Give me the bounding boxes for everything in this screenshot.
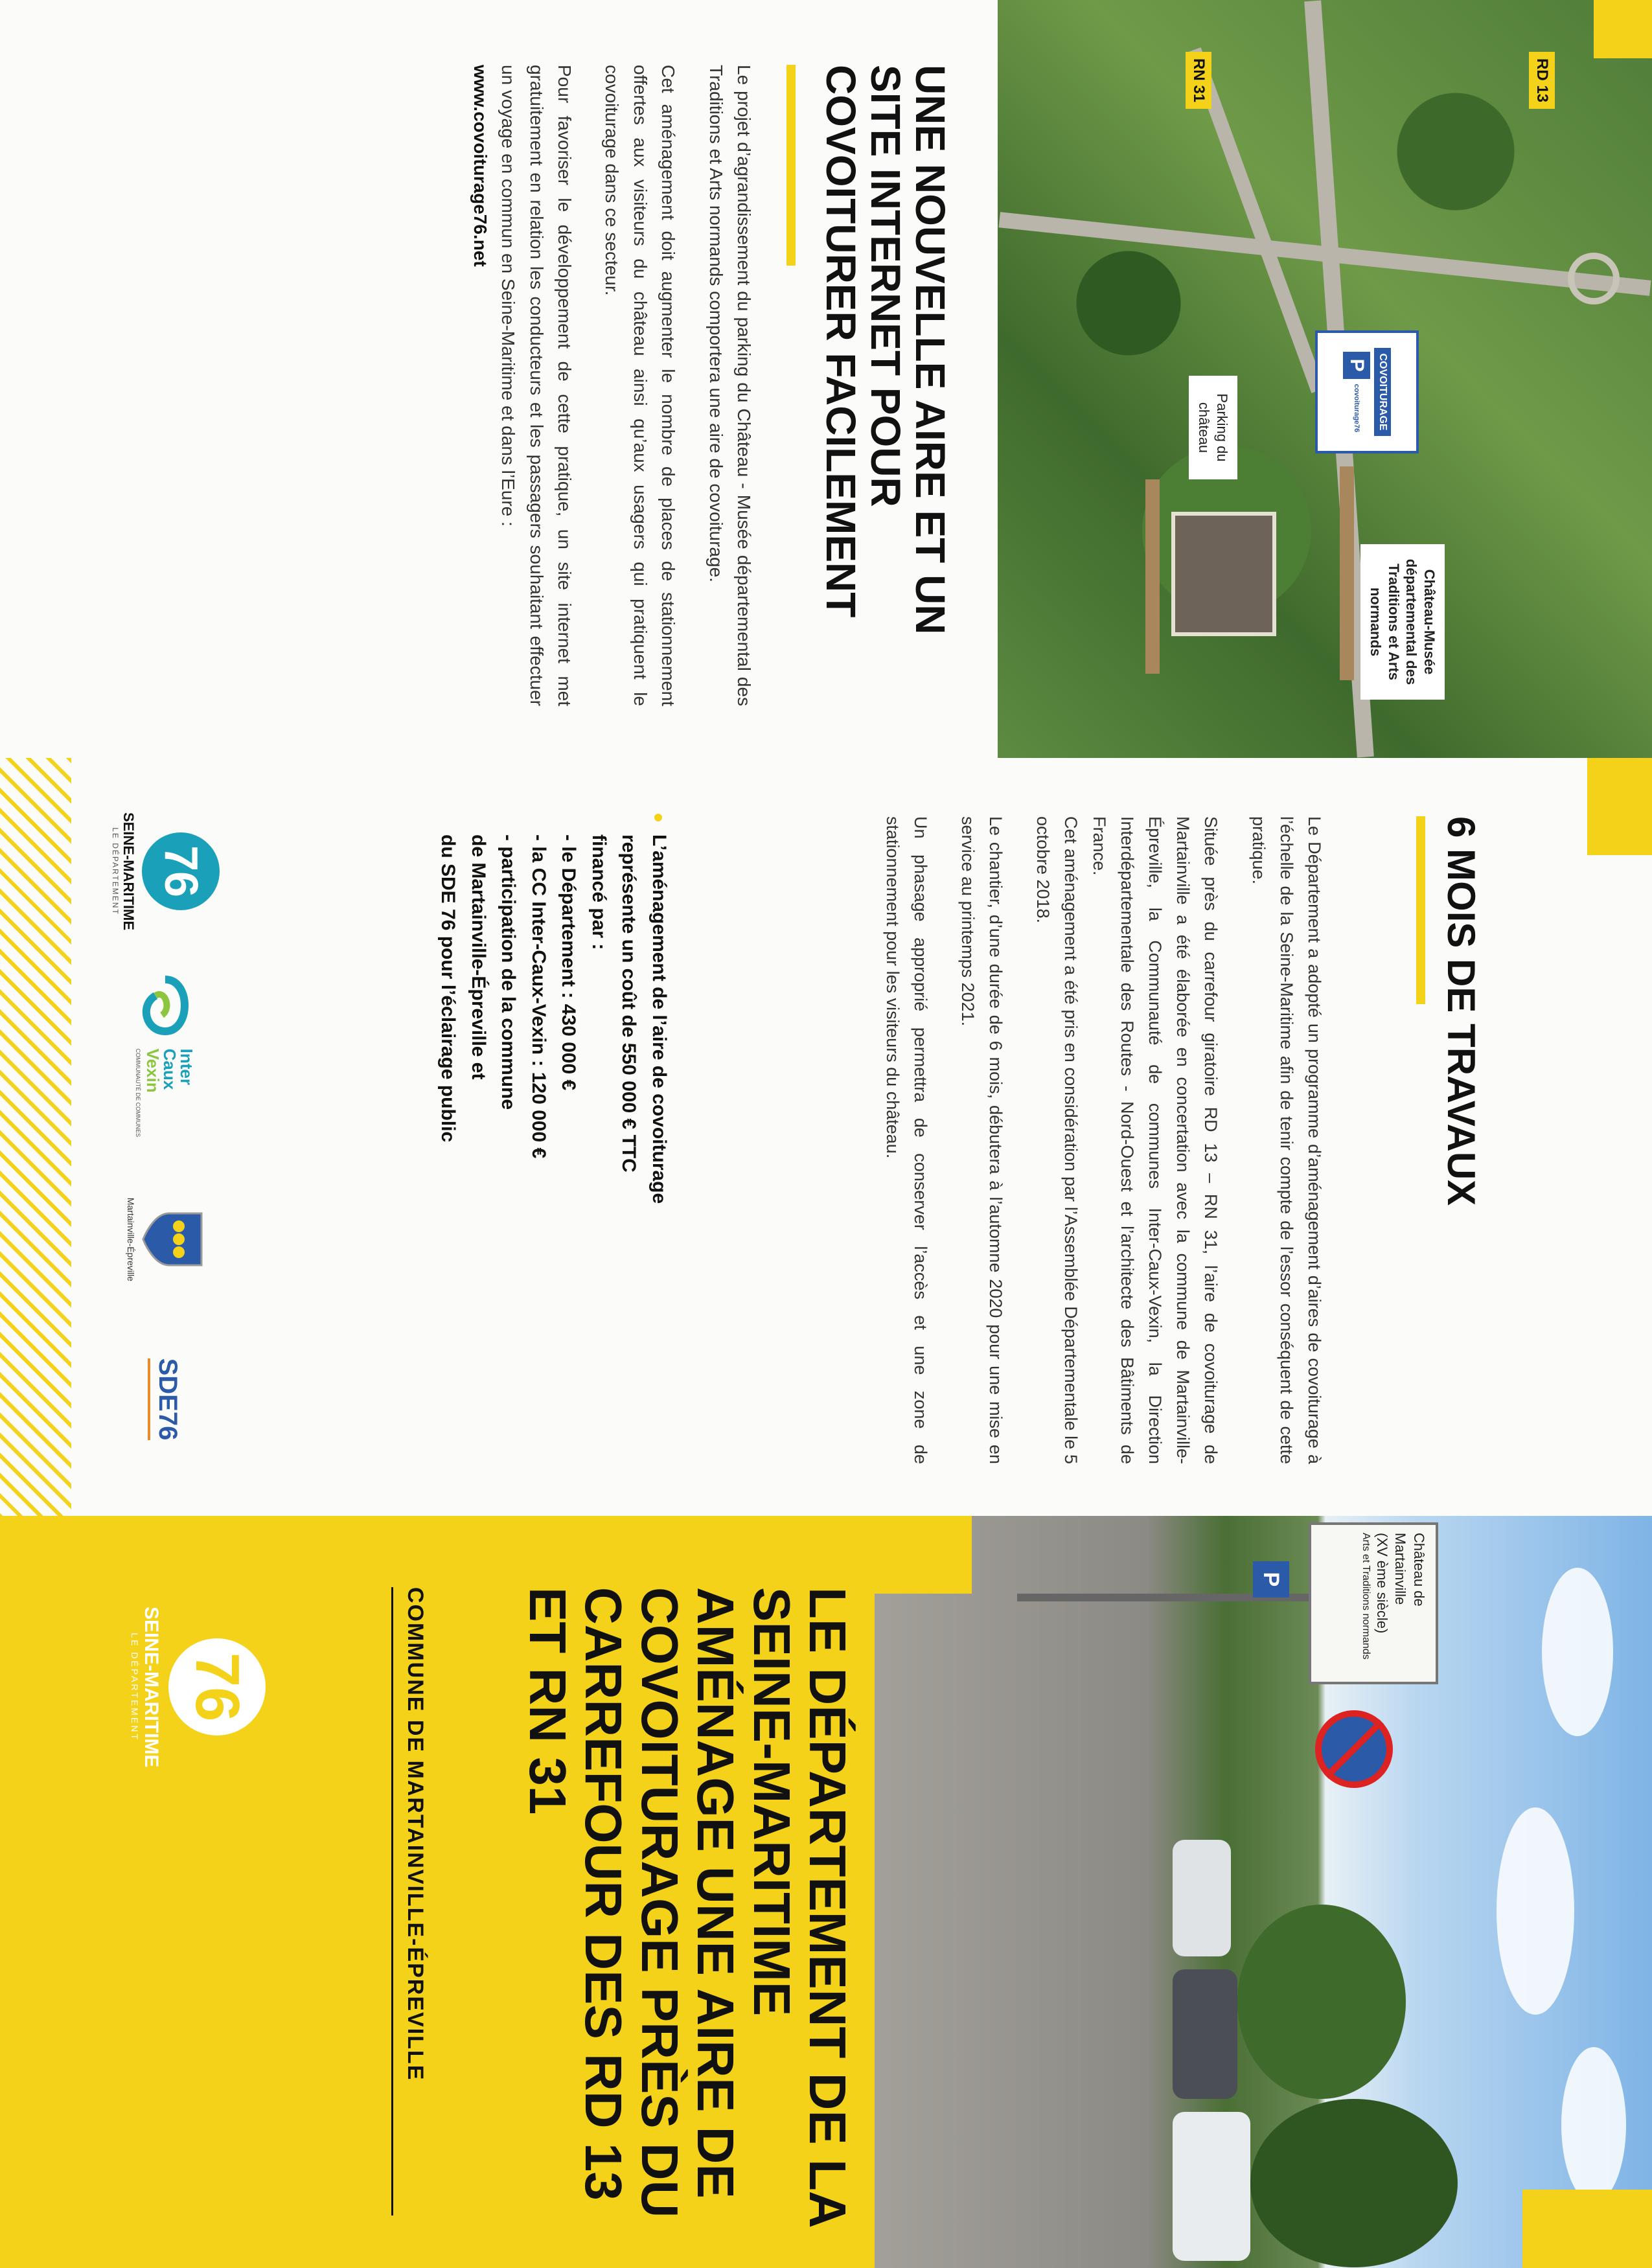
chateau-building — [1171, 512, 1276, 636]
logo-inter-caux-vexin — [130, 970, 201, 1138]
paragraph: Un phasage approprié permettra de conserver l’accès et une zone de stationnement pour les visiteurs du château. — [882, 816, 930, 1464]
paragraph: Pour favoriser le développement de cette pratique, un site internet met gratuitement en relation les conducteurs et les passagers souhaitant effectuer un voyage en commun en Seine-Maritime et dans l’Eure : — [498, 65, 575, 706]
panel-a-body — [466, 65, 758, 706]
commune-shield-icon — [140, 1210, 205, 1268]
logo-seine-maritime-cover — [130, 1607, 266, 1767]
dept-76-icon: 76 — [168, 1638, 266, 1735]
hero-parking-photo — [875, 1516, 1652, 2268]
funding-line: - la CC Inter-Caux-Vexin : 120 000 € — [528, 834, 549, 1159]
paragraph: Le Département a adopté un programme d’aménagement d’aires de covoiturage à l’échelle de la Seine-Maritime afin de tenir compte de l’essor conséquent de cette pratique. — [1248, 816, 1324, 1464]
panel-cover — [0, 1516, 1652, 2268]
sign-title: COVOITURAGE — [1374, 348, 1391, 435]
tree — [1237, 1905, 1406, 2099]
funding-line: financé par : — [588, 834, 610, 950]
funding-line: du SDE 76 pour l’éclairage public — [437, 834, 459, 1143]
road-tag-rn31: RN 31 — [1186, 52, 1211, 109]
heading-underline — [1416, 816, 1425, 1004]
funding-line: - participation de la commune — [498, 834, 520, 1110]
dept-sub: LE DÉPARTEMENT — [111, 827, 120, 915]
icv-caux: Caux — [160, 1048, 180, 1090]
covoiturage-sign — [1315, 330, 1419, 453]
chateau-road-sign — [1309, 1522, 1438, 1684]
road-tag-rd13: RD 13 — [1529, 52, 1555, 109]
bullet-icon — [654, 814, 662, 821]
decorative-hatch — [0, 758, 71, 1516]
logo-seine-maritime — [111, 810, 220, 933]
funding-line: de Martainville-Épreville et — [468, 834, 489, 1080]
roundabout — [1568, 253, 1620, 304]
parked-car — [1173, 1969, 1237, 2099]
icv-vexin: Vexin — [143, 1048, 163, 1093]
parked-car — [1173, 2112, 1250, 2261]
cloud — [1542, 1568, 1613, 1736]
panel-b-body — [858, 816, 1328, 1464]
cover-title: LE DÉPARTEMENT DE LA SEINE-MARITIME AMÉNAGE UNE AIRE DE COVOITURAGE PRÈS DU CARREFOUR DES RD 13 ET RN 31 — [519, 1587, 856, 2227]
dept-76-icon: 76 — [142, 832, 220, 910]
cloud — [1497, 1807, 1574, 2015]
no-parking-sign — [1315, 1710, 1393, 1788]
website-link[interactable]: www.covoiturage76.net — [470, 65, 490, 267]
funding-line: - le Département : 430 000 € — [558, 834, 580, 1091]
panel-a-heading: UNE NOUVELLE AIRE ET UN SITE INTERNET POUR COVOITURER FACILEMENT — [817, 65, 954, 635]
sign-line: Arts et Traditions normands — [1360, 1533, 1372, 1660]
corner-yellow-square — [875, 1516, 972, 1594]
cloud — [1561, 2047, 1626, 2203]
icv-inter: Inter — [177, 1048, 197, 1085]
commune-name: Martainville-Épreville — [126, 1197, 136, 1281]
label-parking-chateau: Parking du château — [1189, 376, 1237, 479]
parked-car — [1173, 1840, 1231, 1956]
parking-p-icon: P — [1253, 1561, 1289, 1598]
panel-new-area — [0, 0, 1652, 758]
paragraph: Le chantier, d’une durée de 6 mois, débutera à l’automne 2020 pour une mise en service au printemps 2021. — [958, 816, 1006, 1464]
chateau-wing — [1340, 466, 1354, 680]
parking-p-icon: P — [1343, 352, 1370, 379]
sign-line: Martainville — [1392, 1533, 1409, 1605]
icv-swirl-icon — [130, 970, 201, 1041]
funding-line: L’aménagement de l’aire de covoiturage — [648, 834, 670, 1204]
paragraph: Cet aménagement doit augmenter le nombre de places de stationnement offertes aux visiteurs du château ainsi qu’aux usagers qui pratiquent le covoiturage dans ce secteur. — [602, 65, 679, 706]
dept-name: SEINE-MARITIME — [120, 812, 137, 931]
panel-works — [0, 758, 1652, 1516]
partner-logos — [84, 810, 246, 1458]
chateau-wing — [1145, 479, 1160, 674]
logo-martainville — [126, 1174, 205, 1304]
sign-line: (XV ème siècle) — [1373, 1533, 1390, 1634]
corner-yellow-square — [1587, 758, 1652, 855]
funding-line: représente un coût de 550 000 € TTC — [618, 834, 640, 1173]
panel-b-heading: 6 MOIS DE TRAVAUX — [1440, 816, 1483, 1206]
sign-web-label: covoiturage76 — [1353, 384, 1360, 433]
dept-sub: LE DÉPARTEMENT — [130, 1632, 140, 1741]
paragraph: Cet aménagement a été pris en considération par l’Assemblée Départementale le 5 octobre 2018. — [1033, 816, 1081, 1464]
dept-name: SEINE-MARITIME — [141, 1607, 162, 1768]
icv-sub: COMMUNAUTÉ DE COMMUNES — [135, 1048, 142, 1138]
funding-bullet — [433, 816, 674, 1464]
sign-line: Château de — [1411, 1533, 1427, 1607]
paragraph: Le projet d’agrandissement du parking du Château - Musée départemental des Traditions et Arts normands comportera une aire de covoiturage. — [706, 65, 754, 706]
aerial-map-photo — [998, 0, 1652, 758]
sde-name: SDE76 — [148, 1358, 183, 1441]
paragraph: Située près du carrefour giratoire RD 13 – RN 31, l’aire de covoiturage de Martainville a été élaborée en concertation avec la commune de Martainville-Épreville, la Communauté de communes Inter-Caux-Vexin, la Direction Interdépartementale des Routes - Nord-Ouest et l’architecte des Bâtiments de France. — [1089, 816, 1221, 1464]
corner-yellow-square — [1594, 0, 1652, 58]
heading-underline — [786, 65, 796, 266]
label-chateau-musee: Château-Musée départemental des Traditions et Arts normands — [1360, 544, 1445, 700]
tree — [1250, 2099, 1458, 2267]
cover-subtitle: COMMUNE DE MARTAINVILLE-ÉPREVILLE — [391, 1587, 428, 2216]
corner-yellow-square — [1522, 2190, 1652, 2268]
logo-sde76 — [148, 1341, 183, 1458]
